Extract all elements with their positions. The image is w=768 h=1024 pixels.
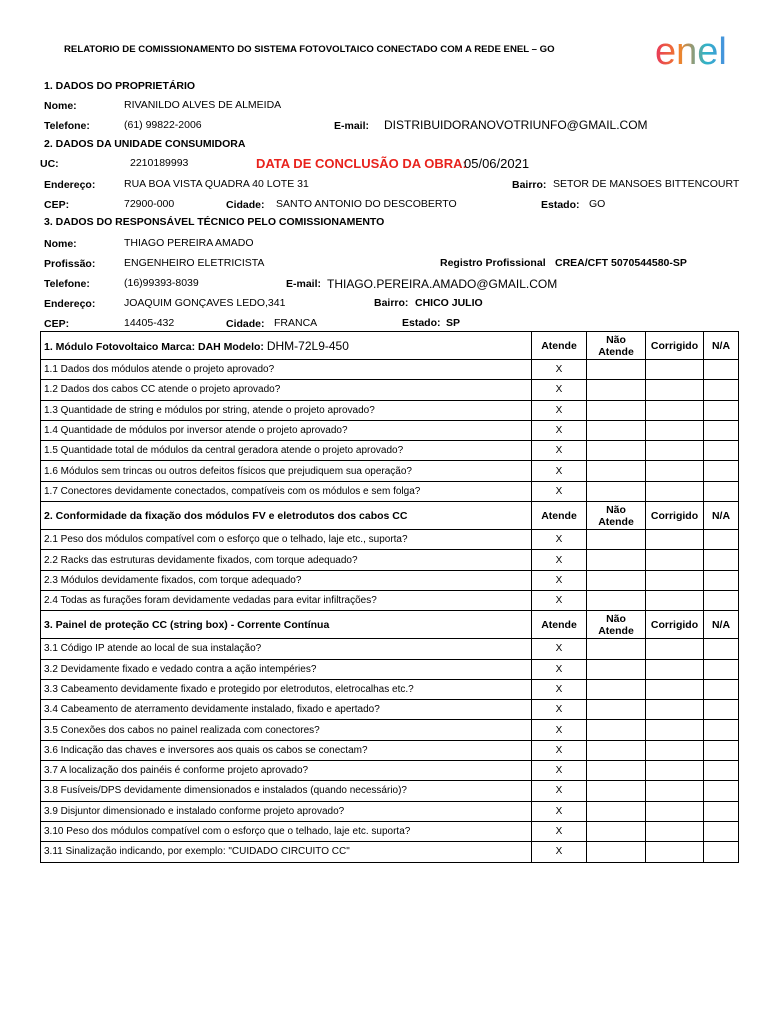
tech-name-label: Nome: (44, 238, 77, 250)
unit-address: RUA BOA VISTA QUADRA 40 LOTE 31 (124, 178, 309, 190)
module-model: DHM-72L9-450 (266, 338, 349, 353)
checklist-row: 1.4 Quantidade de módulos por inversor atende o projeto aprovado? X (41, 420, 739, 440)
tech-registry-label: Registro Profissional (440, 257, 546, 269)
atende-mark[interactable]: X (532, 821, 587, 841)
atende-mark[interactable]: X (532, 842, 587, 862)
owner-name-label: Nome: (44, 100, 77, 112)
tech-registry: CREA/CFT 5070544580-SP (555, 257, 687, 269)
owner-email: DISTRIBUIDORANOVOTRIUNFO@GMAIL.COM (384, 118, 648, 132)
checklist-table (40, 331, 739, 863)
unit-cep: 72900-000 (124, 198, 175, 210)
tech-section-title: 3. DADOS DO RESPONSÁVEL TÉCNICO PELO COMISSIONAMENTO (44, 216, 385, 228)
atende-mark[interactable]: X (532, 590, 587, 610)
atende-mark[interactable]: X (532, 441, 587, 461)
checklist-row: 1.5 Quantidade total de módulos da central geradora atende o projeto aprovado? X (41, 441, 739, 461)
owner-name: RIVANILDO ALVES DE ALMEIDA (124, 99, 282, 111)
atende-mark[interactable]: X (532, 570, 587, 590)
checklist-row: 1.6 Módulos sem trincas ou outros defeitos físicos que prejudiquem sua operação? X (41, 461, 739, 481)
owner-email-label: E-mail: (334, 120, 370, 132)
atende-mark[interactable]: X (532, 801, 587, 821)
owner-phone-label: Telefone: (44, 120, 90, 132)
unit-district: SETOR DE MANSOES BITTENCOURT (553, 178, 740, 190)
atende-mark[interactable]: X (532, 659, 587, 679)
report-title: RELATORIO DE COMISSIONAMENTO DO SISTEMA FOTOVOLTAICO CONECTADO COM A REDE ENEL – GO (64, 44, 555, 55)
atende-mark[interactable]: X (532, 481, 587, 501)
col-corrigido: Corrigido (646, 502, 704, 530)
col-atende: Atende (532, 502, 587, 530)
atende-mark[interactable]: X (532, 720, 587, 740)
atende-mark[interactable]: X (532, 461, 587, 481)
atende-mark[interactable]: X (532, 400, 587, 420)
atende-mark[interactable]: X (532, 740, 587, 760)
checklist-row: 2.4 Todas as furações foram devidamente vedadas para evitar infiltrações? X (41, 590, 739, 610)
unit-address-label: Endereço: (44, 179, 96, 191)
checklist-row: 3.1 Código IP atende ao local de sua instalação? X (41, 639, 739, 659)
checklist-row: 1.7 Conectores devidamente conectados, compatíveis com os módulos e sem folga? X (41, 481, 739, 501)
checklist-row: 1.2 Dados dos cabos CC atende o projeto aprovado? X (41, 380, 739, 400)
tech-district: CHICO JULIO (415, 297, 483, 309)
atende-mark[interactable]: X (532, 761, 587, 781)
checklist-row: 3.3 Cabeamento devidamente fixado e protegido por eletrodutos, eletrocalhas etc.? X (41, 679, 739, 699)
owner-section-title: 1. DADOS DO PROPRIETÁRIO (44, 80, 196, 92)
col-na: N/A (704, 611, 739, 639)
atende-mark[interactable]: X (532, 420, 587, 440)
uc-value: 2210189993 (130, 157, 189, 169)
unit-district-label: Bairro: (512, 179, 547, 191)
atende-mark[interactable]: X (532, 530, 587, 550)
tech-profession-label: Profissão: (44, 258, 96, 270)
checklist-row: 3.11 Sinalização indicando, por exemplo: "CUIDADO CIRCUITO CC" X (41, 842, 739, 862)
checklist-row: 3.4 Cabeamento de aterramento devidamente instalado, fixado e apertado? X (41, 700, 739, 720)
tech-address-label: Endereço: (44, 298, 96, 310)
checklist-row: 3.9 Disjuntor dimensionado e instalado conforme projeto aprovado? X (41, 801, 739, 821)
col-corrigido: Corrigido (646, 611, 704, 639)
tech-state-label: Estado: (402, 317, 441, 329)
col-nao-atende: Não Atende (587, 502, 646, 530)
checklist-group-header (41, 502, 739, 530)
uc-label: UC: (40, 158, 59, 170)
col-atende: Atende (532, 611, 587, 639)
group-title: 2. Conformidade da fixação dos módulos FV e eletrodutos dos cabos CC (41, 502, 532, 530)
group-title: 1. Módulo Fotovoltaico Marca: DAH Modelo: DHM-72L9-450 (41, 332, 532, 360)
tech-phone-label: Telefone: (44, 278, 90, 290)
completion-date: 05/06/2021 (464, 156, 530, 171)
tech-address: JOAQUIM GONÇAVES LEDO,341 (124, 297, 286, 309)
col-na: N/A (704, 332, 739, 360)
tech-city: FRANCA (274, 317, 318, 329)
tech-name: THIAGO PEREIRA AMADO (124, 237, 254, 249)
svg-text:enel: enel (655, 32, 727, 70)
col-atende: Atende (532, 332, 587, 360)
completion-label: DATA DE CONCLUSÃO DA OBRA: (256, 156, 467, 171)
unit-state-label: Estado: (541, 199, 580, 211)
atende-mark[interactable]: X (532, 360, 587, 380)
col-corrigido: Corrigido (646, 332, 704, 360)
atende-mark[interactable]: X (532, 679, 587, 699)
checklist-group-header (41, 611, 739, 639)
checklist-row: 3.6 Indicação das chaves e inversores aos quais os cabos se conectam? X (41, 740, 739, 760)
checklist-row: 2.3 Módulos devidamente fixados, com torque adequado? X (41, 570, 739, 590)
tech-cep-label: CEP: (44, 318, 70, 330)
col-nao-atende: Não Atende (587, 332, 646, 360)
checklist-row: 3.2 Devidamente fixado e vedado contra a ação intempéries? X (41, 659, 739, 679)
group-title: 3. Painel de proteção CC (string box) - Corrente Contínua (41, 611, 532, 639)
unit-state: GO (589, 198, 606, 210)
tech-district-label: Bairro: (374, 297, 409, 309)
tech-email-label: E-mail: (286, 278, 322, 290)
tech-email: THIAGO.PEREIRA.AMADO@GMAIL.COM (327, 277, 558, 291)
tech-city-label: Cidade: (226, 318, 265, 330)
unit-section-title: 2. DADOS DA UNIDADE CONSUMIDORA (44, 138, 246, 150)
tech-cep: 14405-432 (124, 317, 175, 329)
unit-city: SANTO ANTONIO DO DESCOBERTO (276, 198, 457, 210)
col-nao-atende: Não Atende (587, 611, 646, 639)
unit-cep-label: CEP: (44, 199, 70, 211)
checklist-row: 1.3 Quantidade de string e módulos por string, atende o projeto aprovado? X (41, 400, 739, 420)
checklist-row: 1.1 Dados dos módulos atende o projeto aprovado? X (41, 360, 739, 380)
atende-mark[interactable]: X (532, 380, 587, 400)
tech-phone: (16)99393-8039 (124, 277, 199, 289)
col-na: N/A (704, 502, 739, 530)
enel-logo (655, 32, 745, 70)
tech-profession: ENGENHEIRO ELETRICISTA (124, 257, 265, 269)
tech-state: SP (446, 317, 461, 329)
owner-phone: (61) 99822-2006 (124, 119, 202, 131)
checklist-group-header (41, 332, 739, 360)
atende-mark[interactable]: X (532, 550, 587, 570)
checklist-row: 2.2 Racks das estruturas devidamente fixados, com torque adequado? X (41, 550, 739, 570)
atende-mark[interactable]: X (532, 639, 587, 659)
checklist-row: 3.5 Conexões dos cabos no painel realizada com conectores? X (41, 720, 739, 740)
atende-mark[interactable]: X (532, 700, 587, 720)
checklist-row: 3.7 A localização dos painéis é conforme projeto aprovado? X (41, 761, 739, 781)
checklist-row: 3.8 Fusíveis/DPS devidamente dimensionados e instalados (quando necessário)? X (41, 781, 739, 801)
checklist-row: 2.1 Peso dos módulos compatível com o esforço que o telhado, laje etc., suporta? X (41, 530, 739, 550)
atende-mark[interactable]: X (532, 781, 587, 801)
checklist-row: 3.10 Peso dos módulos compatível com o esforço que o telhado, laje etc. suporta? X (41, 821, 739, 841)
unit-city-label: Cidade: (226, 199, 265, 211)
